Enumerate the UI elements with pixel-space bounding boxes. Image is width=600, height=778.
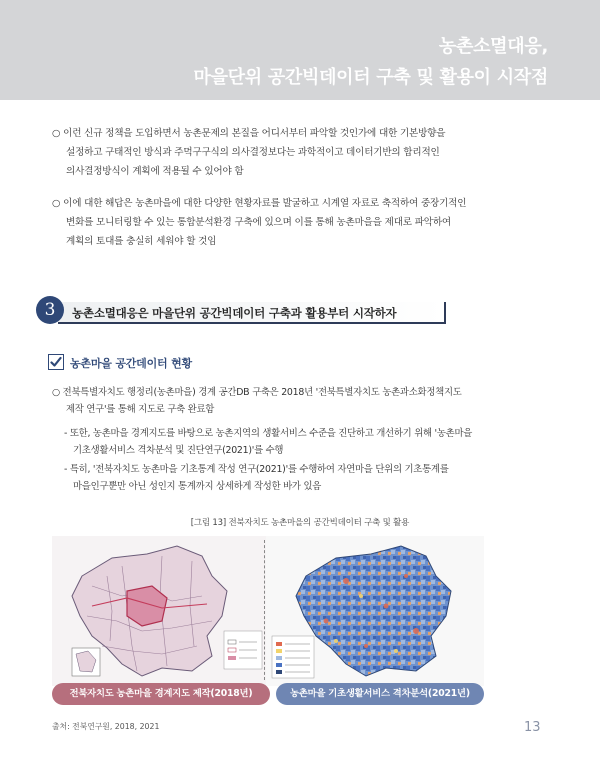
source-note: 출처: 전북연구원, 2018, 2021 <box>52 722 160 731</box>
body-bullet <box>52 384 512 418</box>
figure-label-left: 전북자치도 농촌마을 경계지도 제작(2018년) <box>52 683 270 705</box>
body-dash-1-line2: 기초생활서비스 격차분석 및 진단연구(2021)'를 수행 <box>73 445 284 456</box>
circle-bullet-icon: ○ <box>52 198 61 209</box>
section-number-badge: 3 <box>36 296 64 324</box>
intro-bullet-2-line3: 계획의 토대를 충실히 세워야 할 것임 <box>66 236 217 247</box>
subsection-title: 농촌마을 공간데이터 현황 <box>70 357 192 370</box>
figure-divider <box>264 540 265 680</box>
header-band <box>0 0 600 100</box>
body-dash-1-line1: - 또한, 농촌마을 경계지도를 바탕으로 농촌지역의 생활서비스 수준을 진단하고 개선하기 위해 '농촌마을 <box>64 428 473 439</box>
intro-bullet-2-line1: 이에 대한 해답은 농촌마을에 대한 다양한 현황자료를 발굴하고 시계열 자료로 축적하여 중장기적인 <box>63 198 467 209</box>
service-gap-map-image <box>266 536 484 686</box>
body-dash-2-line2: 마을인구뿐만 아닌 성인지 통계까지 상세하게 작성한 바가 있음 <box>73 481 322 492</box>
figure-label-right: 농촌마을 기초생활서비스 격차분석(2021년) <box>276 683 484 705</box>
body-bullet-line1: 전북특별자치도 행정리(농촌마을) 경계 공간DB 구축은 2018년 '전북특별자치도 농촌과소화정책지도 <box>62 387 462 398</box>
intro-bullet-2-line2: 변화를 모니터링할 수 있는 통합분석환경 구축에 있으며 이를 통해 농촌마을을 제대로 파악하여 <box>66 217 451 228</box>
page-number: 13 <box>524 720 541 735</box>
intro-bullet-1-line3: 의사결정방식이 계획에 적용될 수 있어야 함 <box>66 166 244 177</box>
body-dash-1 <box>64 425 512 459</box>
body-dash-2-line1: - 특히, '전북자치도 농촌마을 기초통계 작성 연구(2021)'를 수행하여 자연마을 단위의 기초통계를 <box>64 464 449 475</box>
intro-bullet-1-line1: 이런 신규 정책을 도입하면서 농촌문제의 본질을 어디서부터 파악할 것인가에 대한 기본방향을 <box>63 128 446 139</box>
intro-bullet-1 <box>52 124 512 181</box>
figure-caption: [그림 13] 전북자치도 농촌마을의 공간빅데이터 구축 및 활용 <box>190 518 410 528</box>
intro-bullet-2 <box>52 194 512 251</box>
header-title-line1: 농촌소멸대응, <box>438 36 548 57</box>
checkbox-icon <box>48 354 64 370</box>
body-bullet-line2: 제작 연구'를 통해 지도로 구축 완료함 <box>66 404 215 415</box>
section-title: 농촌소멸대응은 마을단위 공간빅데이터 구축과 활용부터 시작하자 <box>72 306 397 320</box>
boundary-map-image <box>52 536 268 686</box>
circle-bullet-icon: ○ <box>52 387 60 398</box>
intro-bullet-1-line2: 설정하고 구태적인 방식과 주먹구구식의 의사결정보다는 과학적이고 데이터기반의 합리적인 <box>66 147 440 158</box>
header-title-line2: 마을단위 공간빅데이터 구축 및 활용이 시작점 <box>193 67 548 88</box>
body-dash-2 <box>64 461 512 495</box>
circle-bullet-icon: ○ <box>52 128 61 139</box>
section-heading <box>36 296 446 326</box>
